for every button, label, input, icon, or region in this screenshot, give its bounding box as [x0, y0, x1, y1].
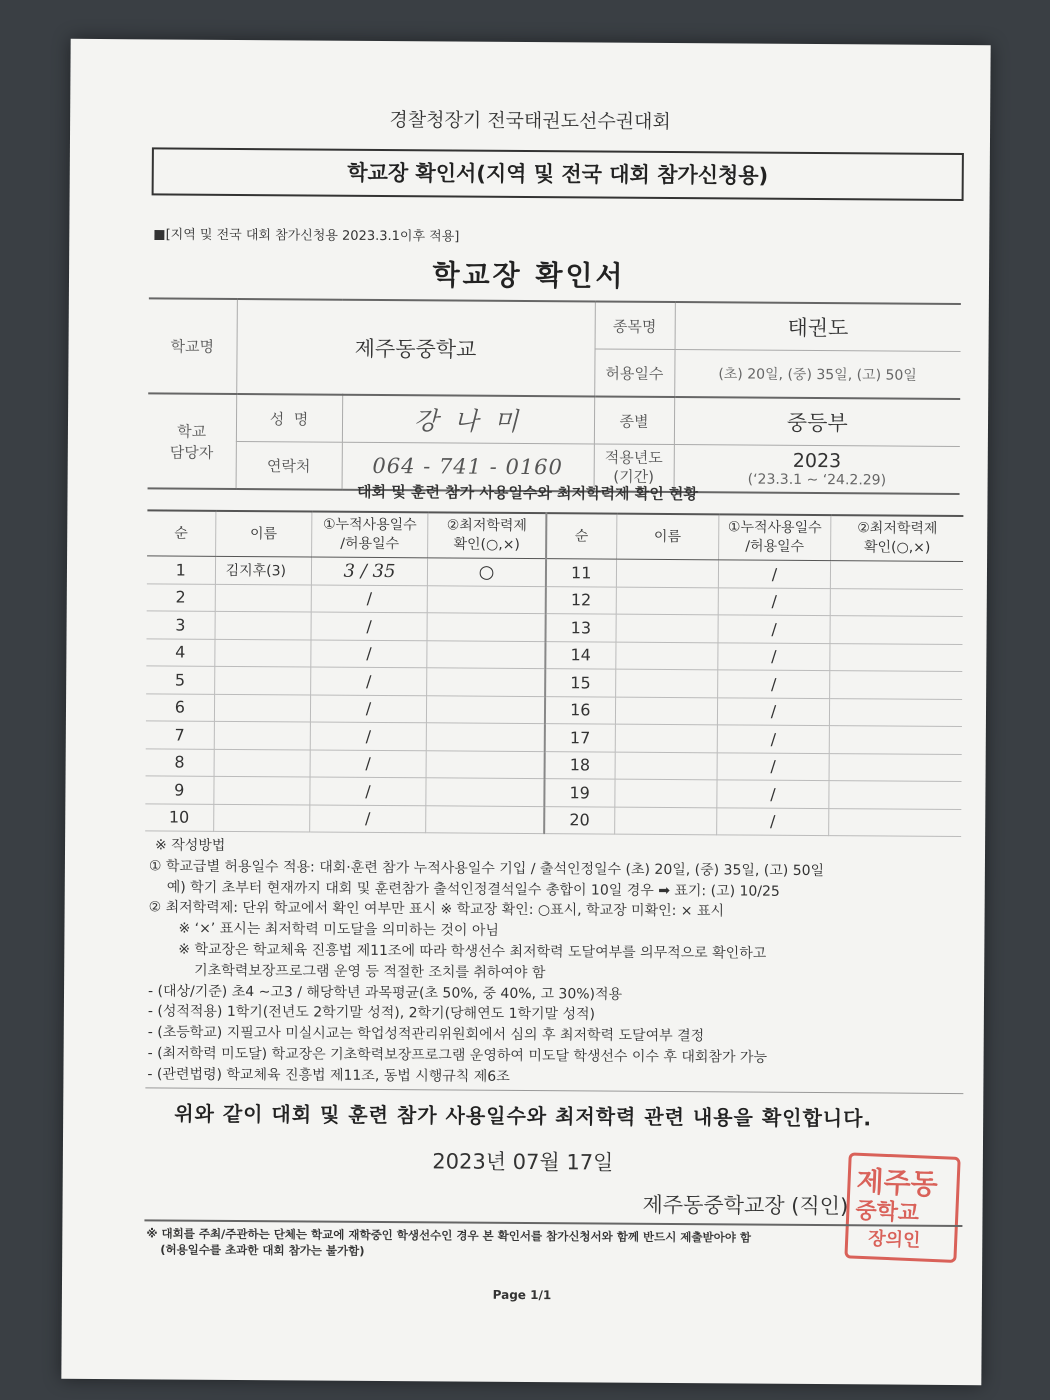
notes-heading: ※ 작성방법 [155, 837, 226, 854]
table-body [145, 556, 963, 837]
row-number: 9 [145, 776, 213, 804]
academic-check [829, 781, 962, 809]
name-value: 강 나 미 [342, 395, 594, 444]
row-number: 14 [545, 641, 615, 669]
academic-check: ○ [428, 558, 546, 586]
year-label: 적용년도 (기간) [594, 444, 674, 492]
student-name [214, 776, 310, 804]
sport-value: 태권도 [675, 302, 961, 351]
year-period: (‘23.3.1 ~ ‘24.2.29) [747, 471, 887, 489]
academic-check [427, 668, 545, 696]
row-number: 15 [545, 669, 615, 697]
days-used: / [718, 615, 830, 643]
days-used: / [310, 749, 426, 777]
days-value: (초) 20일, (중) 35일, (고) 50일 [674, 350, 960, 399]
col-no-right: 순 [546, 513, 616, 559]
principal-signature: 제주동중학교장 (직인) [642, 1192, 849, 1219]
row-number: 2 [147, 583, 215, 611]
days-used: / [717, 752, 829, 780]
row-number: 11 [546, 559, 616, 587]
note-2: ② 최저학력제: 단위 학교에서 확인 여부만 표시 ※ 학교장 확인: ○표시, 학교장 미확인: × 표시 [148, 899, 725, 920]
row-number: 1 [147, 556, 215, 584]
manager-label [148, 393, 237, 489]
category-label: 종별 [594, 396, 674, 444]
student-name [615, 642, 717, 670]
row-number: 3 [147, 611, 215, 639]
row-number: 17 [545, 724, 615, 752]
student-name [214, 639, 310, 667]
academic-check [426, 723, 544, 751]
days-used: 3 / 35 [311, 557, 427, 585]
days-used: / [310, 722, 426, 750]
note-dash-5: - (관련법령) 학교체육 진흥법 제11조, 동법 시행규칙 제6조 [147, 1066, 510, 1085]
days-used: / [717, 780, 829, 808]
days-used: / [718, 642, 830, 670]
student-name [214, 721, 310, 749]
academic-check [427, 585, 545, 613]
note-dash-1: - (대상/기준) 초4 ~고3 / 해당학년 과목평균(초 50%, 중 40%, 고 30%)적용 [147, 982, 623, 1003]
academic-check [427, 613, 545, 641]
academic-check [830, 671, 963, 699]
academic-check [426, 805, 544, 833]
student-name [616, 587, 718, 615]
year-value: 2023 [792, 449, 842, 473]
row-number: 12 [546, 586, 616, 614]
days-used: / [717, 697, 829, 725]
col-days-left: ①누적사용일수 /허용일수 [311, 511, 428, 557]
seal-glyphs-bottom: 장의인 [867, 1228, 921, 1252]
seal-glyphs-mid: 중학교 [854, 1198, 920, 1227]
student-name [213, 804, 309, 832]
footnote-line-2: (허용일수를 초과한 대회 참가는 불가함) [160, 1242, 365, 1258]
section-title: 대회 및 훈련 참가 사용일수와 최저학력제 확인 현황 [357, 482, 699, 504]
row-number: 20 [544, 806, 614, 834]
table-row [145, 803, 961, 836]
days-used: / [717, 807, 829, 835]
academic-check [427, 640, 545, 668]
row-number: 13 [545, 614, 615, 642]
student-name [615, 752, 717, 780]
note-1-example: 예) 학기 초부터 현재까지 대회 및 훈련참가 출석인정결석일수 총합이 10일 경우 ➡ 표기: (고) 10/25 [166, 879, 780, 900]
days-used: / [311, 612, 427, 640]
student-name [214, 666, 310, 694]
academic-check [830, 698, 963, 726]
boxed-title: 학교장 확인서(지역 및 전국 대회 참가신청용) [152, 147, 964, 201]
days-used: / [311, 667, 427, 695]
footnote-line-1: ※ 대회를 주최/주관하는 단체는 학교에 재학중인 학생선수인 경우 본 확인서를 참가신청서와 함께 반드시 제출받아야 함 [146, 1226, 752, 1245]
days-used: / [718, 587, 830, 615]
contact-value: 064 - 741 - 0160 [342, 442, 594, 491]
academic-check [831, 561, 964, 589]
name-label: 성 명 [236, 394, 342, 442]
row-number: 18 [544, 751, 614, 779]
academic-check [830, 616, 963, 644]
page-number: Page 1/1 [492, 1287, 552, 1303]
sport-label: 종목명 [595, 301, 675, 349]
note-2-b: ※ 학교장은 학교체육 진흥법 제11조에 따라 학생선수 최저학력 도달여부를 의무적으로 확인하고 [178, 941, 767, 962]
col-check-right: ②최저학력제 확인(○,×) [831, 515, 964, 561]
col-no-left: 순 [147, 510, 215, 556]
usage-table [145, 509, 963, 837]
row-number: 5 [146, 666, 214, 694]
academic-check [427, 695, 545, 723]
document-page [61, 39, 990, 1385]
category-value: 중등부 [674, 397, 960, 446]
days-used: / [310, 804, 426, 832]
student-name [616, 559, 718, 587]
student-name [214, 749, 310, 777]
contact-label: 연락처 [236, 441, 342, 489]
applied-note: ■[지역 및 전국 대회 참가신청용 2023.3.1이후 적용] [153, 227, 460, 245]
days-used: / [311, 584, 427, 612]
days-label: 허용일수 [594, 349, 674, 397]
info-table [148, 297, 961, 495]
academic-check [830, 588, 963, 616]
row-number: 7 [146, 721, 214, 749]
note-dash-2: - (성적적용) 1학기(전년도 2학기말 성적), 2학기(당해연도 1학기말 성적) [147, 1003, 596, 1023]
row-number: 8 [146, 748, 214, 776]
row-number: 10 [145, 803, 213, 831]
student-name [214, 694, 310, 722]
notes-section [147, 835, 959, 1090]
student-name [616, 614, 718, 642]
student-name: 김지후(3) [215, 556, 311, 584]
note-1: ① 학교급별 허용일수 적용: 대회·훈련 참가 누적사용일수 기입 / 출석인정일수 (초) 20일, (중) 35일, (고) 50일 [148, 858, 825, 879]
footnote [146, 1225, 966, 1263]
academic-check [829, 726, 962, 754]
table-header-row [147, 510, 963, 561]
student-name [615, 724, 717, 752]
student-name [215, 584, 311, 612]
issue-date: 2023년 07월 17일 [432, 1149, 614, 1175]
student-name [614, 807, 716, 835]
days-used: / [718, 560, 830, 588]
form-title: 학교장 확인서 [432, 258, 626, 293]
school-label: 학교명 [148, 298, 237, 394]
row-number: 4 [146, 638, 214, 666]
days-used: / [717, 670, 829, 698]
student-name [614, 779, 716, 807]
days-used: / [310, 777, 426, 805]
days-used: / [311, 639, 427, 667]
academic-check [829, 808, 962, 836]
academic-check [829, 753, 962, 781]
school-value: 제주동중학교 [236, 299, 595, 396]
col-check-left: ②최저학력제 확인(○,×) [428, 512, 547, 558]
col-days-right: ①누적사용일수 /허용일수 [718, 514, 831, 560]
seal-glyphs-top: 제주동 [855, 1164, 939, 1202]
row-number: 16 [545, 696, 615, 724]
academic-check [830, 643, 963, 671]
event-title: 경찰청장기 전국태권도선수권대회 [389, 109, 671, 133]
note-2-c: 기초학력보장프로그램 운영 등 적절한 조치를 취하여야 함 [194, 962, 546, 981]
student-name [215, 611, 311, 639]
row-number: 6 [146, 693, 214, 721]
student-name [615, 669, 717, 697]
days-used: / [717, 725, 829, 753]
row-number: 19 [544, 779, 614, 807]
note-dash-3: - (초등학교) 지필고사 미실시교는 학업성적관리위원회에서 심의 후 최저학력 도달여부 결정 [147, 1024, 705, 1045]
academic-check [426, 778, 544, 806]
note-2-a: ※ ‘×’ 표시는 최저학력 미도달을 의미하는 것이 아님 [178, 920, 499, 940]
days-used: / [310, 694, 426, 722]
confirm-statement: 위와 같이 대회 및 훈련 참가 사용일수와 최저학력 관련 내용을 확인합니다. [174, 1101, 873, 1131]
academic-check [426, 750, 544, 778]
student-name [615, 697, 717, 725]
note-dash-4: - (최저학력 미도달) 학교장은 기초학력보장프로그램 운영하여 미도달 학생선수 이수 후 대회참가 가능 [147, 1045, 768, 1066]
col-name-left: 이름 [215, 511, 312, 557]
col-name-right: 이름 [616, 514, 719, 560]
manager-label-text: 학교 담당자 [169, 422, 214, 462]
